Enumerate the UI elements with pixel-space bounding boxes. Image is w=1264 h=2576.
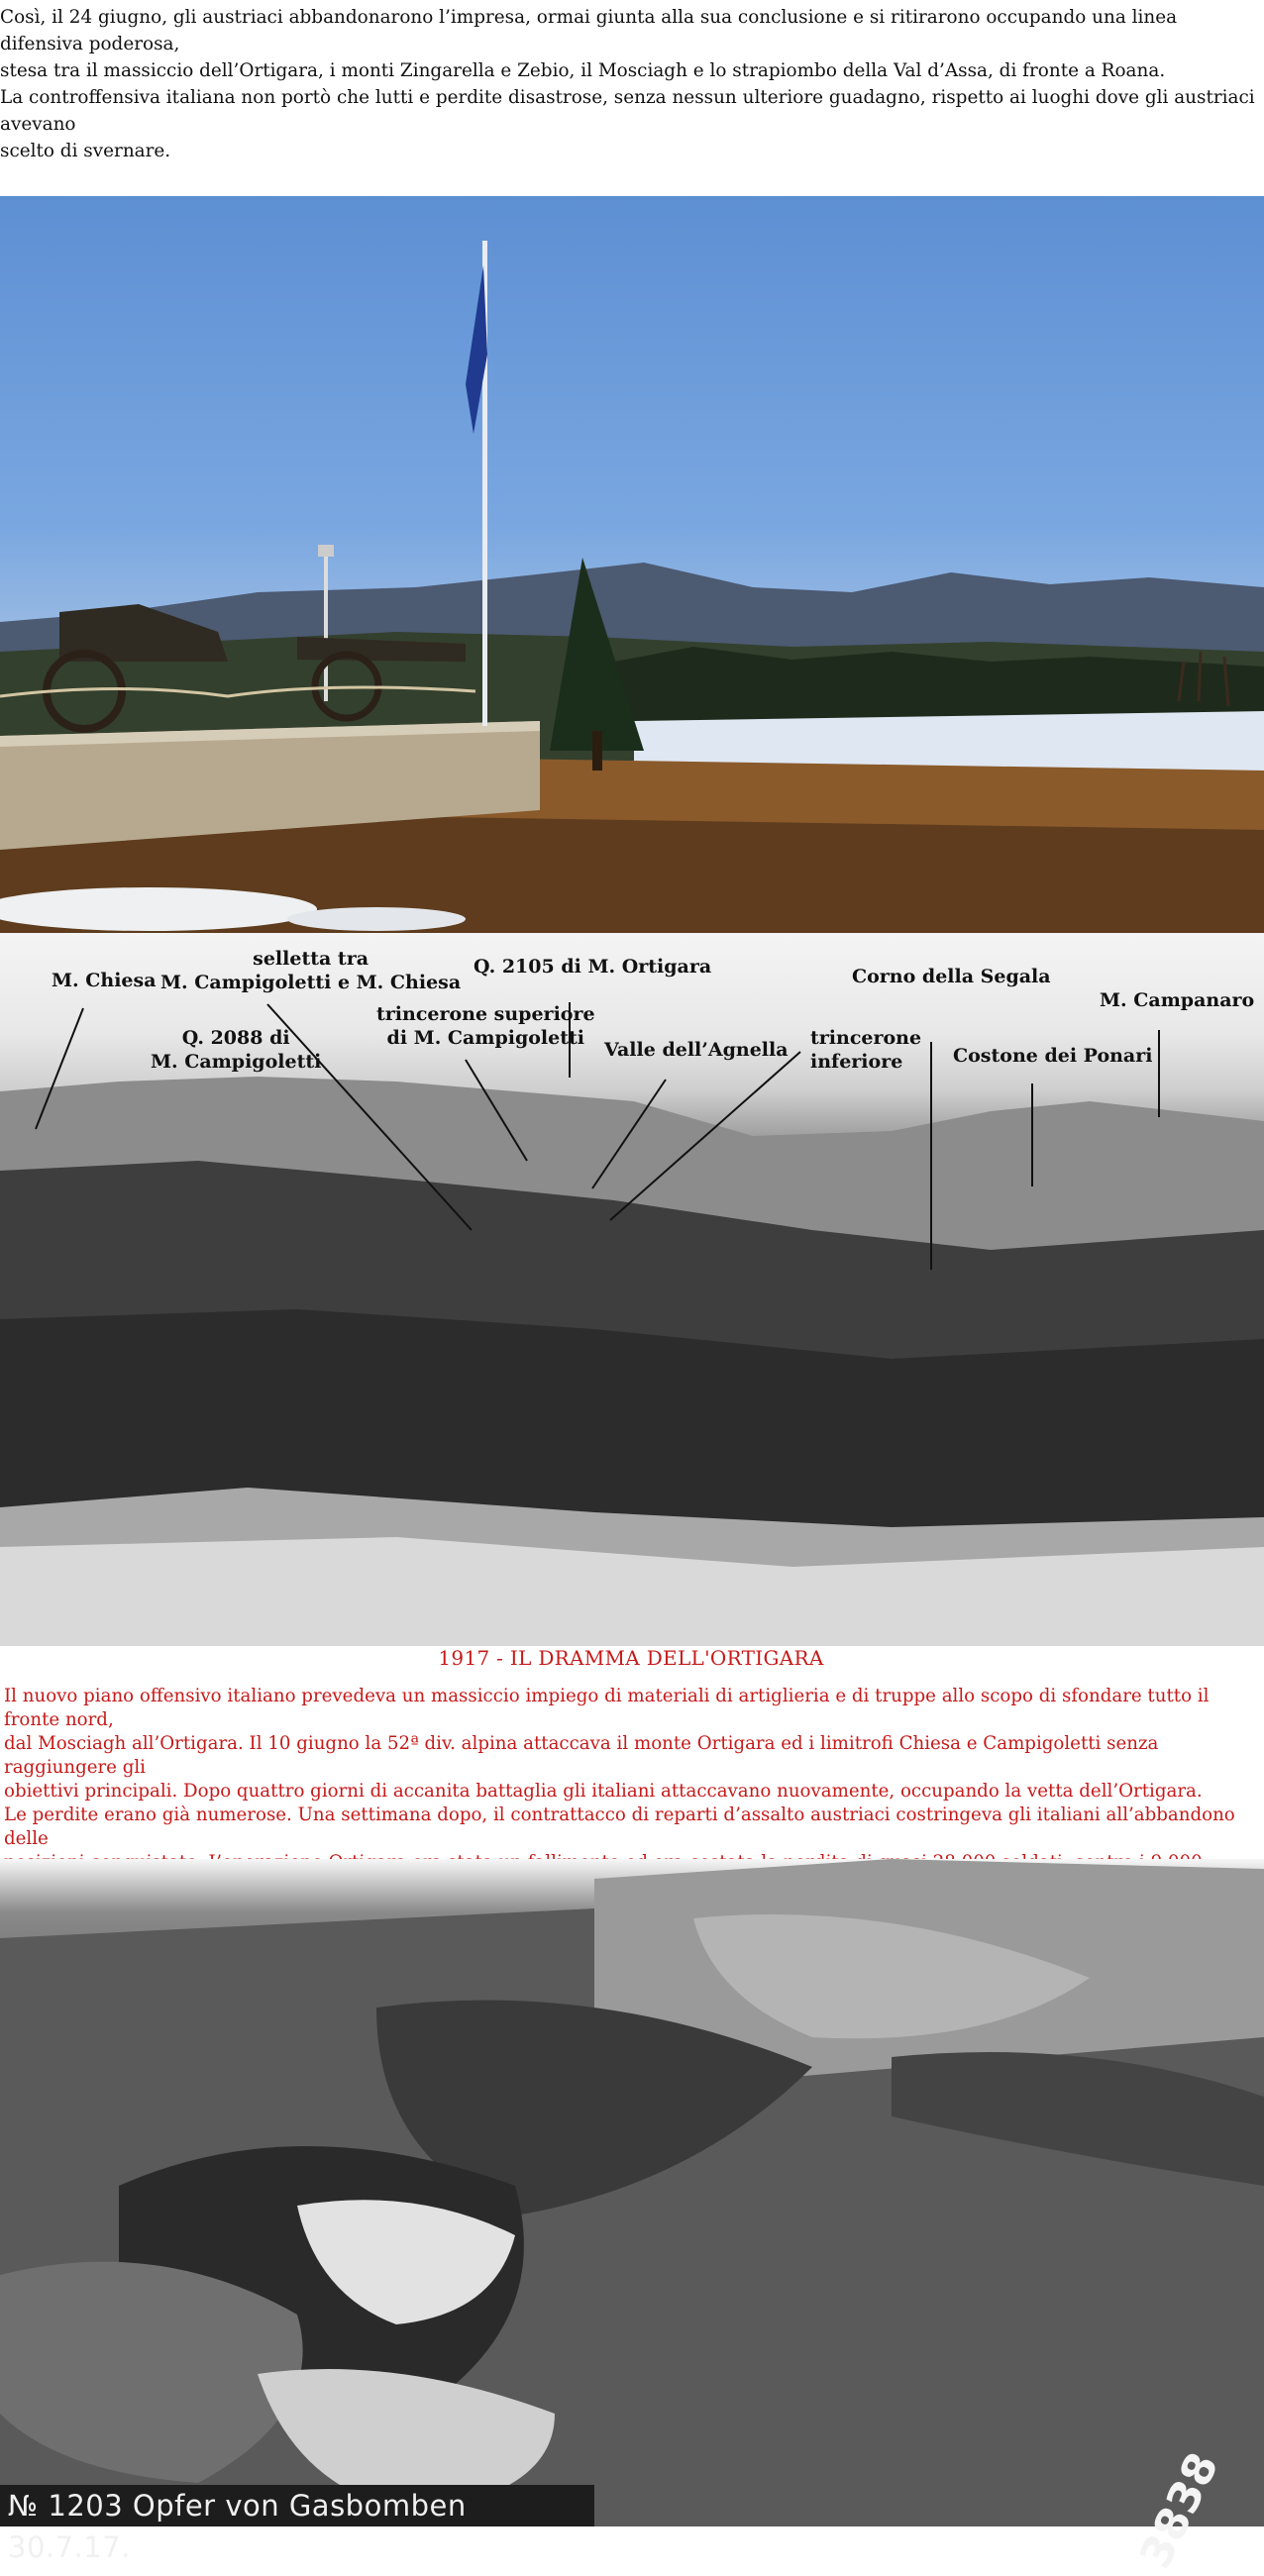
label-costone-ponari: Costone dei Ponari (953, 1045, 1153, 1067)
label-selletta (160, 947, 461, 994)
label-m-campanaro: M. Campanaro (1100, 989, 1255, 1011)
section-line: dal Mosciagh all’Ortigara. Il 10 giugno la 52ª div. alpina attaccava il monte Ortigara ed i limitrofi Chiesa e Campigoletti senza raggiungere gli (4, 1733, 1159, 1778)
label-q2088-line1: Q. 2088 di (181, 1027, 290, 1049)
label-m-chiesa: M. Chiesa (52, 970, 157, 991)
memorial-landscape-photo (0, 196, 1264, 933)
label-corno-segala: Corno della Segala (852, 966, 1051, 987)
ortigara-panorama-photo (0, 933, 1264, 1646)
ortigara-section (0, 1646, 1264, 1859)
label-q2088 (151, 1026, 321, 1074)
intro-line: stesa tra il massiccio dell’Ortigara, i monti Zingarella e Zebio, il Mosciagh e lo strapiombo della Val d’Assa, di fronte a Roana. (0, 60, 1166, 81)
label-valle-agnella: Valle dell’Agnella (604, 1039, 789, 1061)
label-trincerone-inferiore-line2: inferiore (810, 1051, 903, 1073)
intro-text (0, 0, 1264, 196)
intro-line: La controffensiva italiana non portò che lutti e perdite disastrose, senza nessun ulteriore guadagno, rispetto ai luoghi dove gli austriaci avevano (0, 87, 1255, 135)
label-trincerone-inferiore (810, 1026, 921, 1074)
war-dead-photo (0, 1859, 1264, 2576)
label-trincerone-superiore (376, 1002, 595, 1050)
section-title: 1917 - IL DRAMMA DELL'ORTIGARA (438, 1646, 824, 1670)
section-line: Le perdite erano già numerose. Una settimana dopo, il contrattacco di reparti d’assalto austriaci costringeva gli italiani all’abbandono delle (4, 1804, 1235, 1849)
plate-number: 3838 (1129, 2444, 1228, 2576)
label-selletta-line2: M. Campigoletti e M. Chiesa (160, 972, 462, 993)
section-line: obiettivi principali. Dopo quattro giorni di accanita battaglia gli italiani attaccavano nuovamente, occupando la vetta dell’Ortigara. (4, 1781, 1203, 1802)
label-trincerone-inferiore-line1: trincerone (810, 1027, 922, 1049)
intro-line: Così, il 24 giugno, gli austriaci abbandonarono l’impresa, ormai giunta alla sua conclusione e si ritirarono occupando una linea difensiva poderosa, (0, 7, 1178, 54)
label-trincerone-superiore-line2: di M. Campigoletti (386, 1027, 585, 1049)
photo-caption: № 1203 Opfer von Gasbomben 30.7.17. (0, 2485, 594, 2526)
label-trincerone-superiore-line1: trincerone superiore (376, 1003, 595, 1025)
intro-line: scelto di svernare. (0, 141, 171, 161)
label-q2088-line2: M. Campigoletti (151, 1051, 322, 1073)
label-q2105: Q. 2105 di M. Ortigara (474, 956, 712, 978)
section-line: Il nuovo piano offensivo italiano prevedeva un massiccio impiego di materiali di artiglieria e di truppe allo scopo di sfondare tutto il fronte nord, (4, 1686, 1210, 1730)
label-selletta-line1: selletta tra (253, 948, 369, 970)
